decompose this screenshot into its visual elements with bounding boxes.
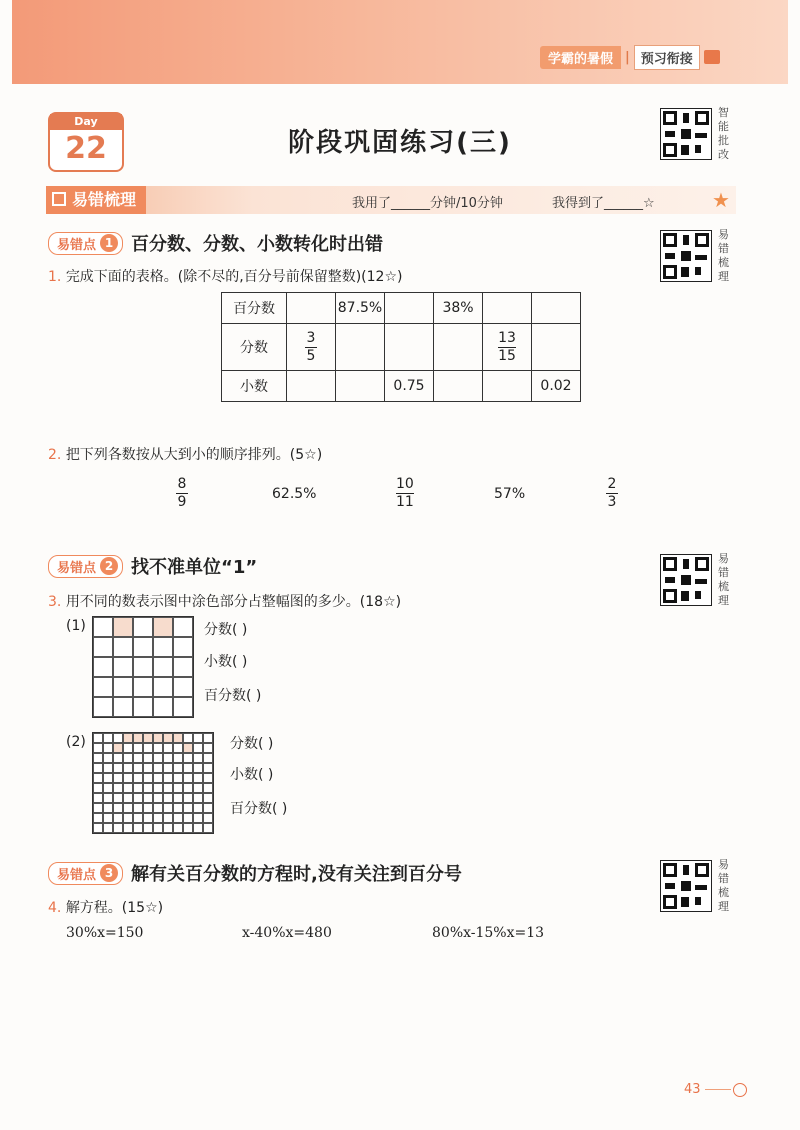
grid-cell bbox=[113, 743, 123, 753]
grid-cell bbox=[183, 733, 193, 743]
grid-cell bbox=[153, 753, 163, 763]
grid-cell bbox=[93, 773, 103, 783]
grid-cell bbox=[133, 813, 143, 823]
grid-cell bbox=[143, 823, 153, 833]
grid-cell bbox=[163, 813, 173, 823]
grid-cell bbox=[113, 753, 123, 763]
grid-cell bbox=[133, 677, 153, 697]
grid-cell bbox=[103, 763, 113, 773]
grid-cell bbox=[173, 733, 183, 743]
grid-cell bbox=[143, 763, 153, 773]
grid-cell bbox=[113, 637, 133, 657]
equation-2: x-40%x=480 bbox=[242, 925, 332, 941]
grid-cell bbox=[173, 637, 193, 657]
grid-cell bbox=[153, 773, 163, 783]
grid-cell bbox=[123, 783, 133, 793]
grid-cell bbox=[173, 773, 183, 783]
grid-cell bbox=[203, 783, 213, 793]
error-point-2: 易错点 2 找不准单位“1” bbox=[48, 553, 257, 579]
grid-cell bbox=[173, 617, 193, 637]
grid-cell bbox=[163, 763, 173, 773]
part-2-label: (2) bbox=[66, 734, 86, 750]
grid-cell bbox=[113, 697, 133, 717]
grid-cell bbox=[193, 773, 203, 783]
grid-cell bbox=[103, 813, 113, 823]
grid-cell bbox=[133, 753, 143, 763]
qr-code-icon[interactable] bbox=[660, 860, 712, 912]
grid-cell bbox=[123, 813, 133, 823]
equation-1: 30%x=150 bbox=[66, 925, 144, 941]
grid-cell bbox=[173, 753, 183, 763]
grid-cell bbox=[103, 823, 113, 833]
grid-cell bbox=[173, 763, 183, 773]
grid-cell bbox=[173, 823, 183, 833]
question-1: 1. 完成下面的表格。(除不尽的,百分号前保留整数)(12☆) bbox=[48, 269, 403, 285]
grid-cell bbox=[113, 763, 123, 773]
grid-cell bbox=[143, 753, 153, 763]
grid-cell bbox=[93, 743, 103, 753]
grid-cell bbox=[143, 743, 153, 753]
grid-cell bbox=[203, 793, 213, 803]
grid-cell bbox=[193, 743, 203, 753]
grid-cell bbox=[163, 753, 173, 763]
grid-cell bbox=[93, 617, 113, 637]
grid-cell bbox=[153, 793, 163, 803]
grid-cell bbox=[103, 743, 113, 753]
grid-cell bbox=[133, 657, 153, 677]
grid-cell bbox=[113, 783, 123, 793]
grid-cell bbox=[143, 773, 153, 783]
grid-cell bbox=[123, 823, 133, 833]
number-62.5: 62.5% bbox=[272, 486, 317, 502]
grid-cell bbox=[133, 637, 153, 657]
grid-cell bbox=[113, 733, 123, 743]
time-used: 我用了______分钟/10分钟 bbox=[352, 196, 503, 211]
grid-cell bbox=[103, 753, 113, 763]
number-10-11: $\frac{10}{11}$ bbox=[396, 476, 414, 510]
series-tag: 学霸的暑假 | 预习衔接 bbox=[540, 46, 720, 68]
grid-cell bbox=[163, 823, 173, 833]
grid-cell bbox=[113, 773, 123, 783]
series-name: 学霸的暑假 bbox=[540, 46, 621, 69]
section-label: 易错梳理 bbox=[46, 186, 146, 214]
grid-cell bbox=[93, 793, 103, 803]
grid-cell bbox=[203, 823, 213, 833]
grid-cell bbox=[143, 783, 153, 793]
answer-decimal-1[interactable]: 小数( ) bbox=[204, 654, 248, 670]
grid-cell bbox=[143, 733, 153, 743]
grid-cell bbox=[153, 803, 163, 813]
score-earned: 我得到了______☆ bbox=[552, 196, 655, 211]
grid-cell bbox=[153, 823, 163, 833]
grid-cell bbox=[173, 657, 193, 677]
grid-cell bbox=[93, 697, 113, 717]
number-57: 57% bbox=[494, 486, 526, 502]
grid-cell bbox=[123, 803, 133, 813]
grid-cell bbox=[163, 803, 173, 813]
grid-cell bbox=[173, 783, 183, 793]
grid-cell bbox=[113, 677, 133, 697]
grid-cell bbox=[133, 803, 143, 813]
grid-cell bbox=[173, 813, 183, 823]
grid-cell bbox=[93, 803, 103, 813]
grid-cell bbox=[93, 783, 103, 793]
qr-label-grading: 智能批改 bbox=[718, 106, 729, 161]
day-number: 22 bbox=[65, 131, 107, 166]
grid-cell bbox=[113, 823, 123, 833]
grid-cell bbox=[113, 657, 133, 677]
grid-cell bbox=[153, 733, 163, 743]
grid-cell bbox=[143, 813, 153, 823]
grid-cell bbox=[123, 753, 133, 763]
grid-cell bbox=[133, 823, 143, 833]
grid-cell bbox=[163, 783, 173, 793]
qr-label-review: 易错梳理 bbox=[718, 858, 729, 913]
day-badge: Day 22 bbox=[48, 112, 124, 172]
grid-cell bbox=[203, 763, 213, 773]
grid-cell bbox=[153, 697, 173, 717]
page-title: 阶段巩固练习(三) bbox=[288, 128, 512, 158]
qr-label-review: 易错梳理 bbox=[718, 228, 729, 283]
grid-cell bbox=[203, 733, 213, 743]
grid-cell bbox=[113, 617, 133, 637]
question-3: 3. 用不同的数表示图中涂色部分占整幅图的多少。(18☆) bbox=[48, 594, 402, 610]
grid-cell bbox=[203, 753, 213, 763]
grid-cell bbox=[193, 813, 203, 823]
grid-cell bbox=[183, 813, 193, 823]
grid-cell bbox=[163, 773, 173, 783]
grid-cell bbox=[103, 773, 113, 783]
grid-cell bbox=[203, 743, 213, 753]
sun-icon bbox=[733, 1083, 747, 1097]
number-8-9: $\frac{8}{9}$ bbox=[177, 476, 187, 510]
header-banner bbox=[12, 0, 788, 84]
grid-cell bbox=[123, 733, 133, 743]
grid-cell bbox=[183, 773, 193, 783]
part-1-label: (1) bbox=[66, 618, 86, 634]
book-icon bbox=[704, 50, 720, 64]
grid-cell bbox=[133, 743, 143, 753]
grid-cell bbox=[113, 813, 123, 823]
qr-code-icon[interactable] bbox=[660, 108, 712, 160]
grid-cell bbox=[93, 813, 103, 823]
grid-cell bbox=[153, 743, 163, 753]
grid-cell bbox=[193, 753, 203, 763]
qr-code-icon[interactable] bbox=[660, 554, 712, 606]
grid-cell bbox=[123, 793, 133, 803]
grid-cell bbox=[113, 803, 123, 813]
grid-cell bbox=[93, 763, 103, 773]
answer-decimal-2[interactable]: 小数( ) bbox=[230, 767, 274, 783]
grid-5x5 bbox=[92, 616, 194, 718]
grid-cell bbox=[183, 823, 193, 833]
grid-cell bbox=[193, 793, 203, 803]
grid-cell bbox=[143, 793, 153, 803]
grid-cell bbox=[93, 677, 113, 697]
grid-cell bbox=[193, 763, 203, 773]
grid-cell bbox=[123, 773, 133, 783]
grid-cell bbox=[173, 677, 193, 697]
grid-cell bbox=[203, 813, 213, 823]
list-icon bbox=[52, 192, 66, 206]
grid-cell bbox=[93, 753, 103, 763]
grid-cell bbox=[133, 763, 143, 773]
qr-code-icon[interactable] bbox=[660, 230, 712, 282]
grid-cell bbox=[163, 733, 173, 743]
grid-cell bbox=[193, 733, 203, 743]
grid-cell bbox=[183, 803, 193, 813]
grid-cell bbox=[103, 793, 113, 803]
grid-cell bbox=[193, 783, 203, 793]
grid-cell bbox=[203, 773, 213, 783]
answer-percent-1[interactable]: 百分数( ) bbox=[204, 688, 262, 704]
grid-cell bbox=[183, 743, 193, 753]
grid-cell bbox=[163, 793, 173, 803]
grid-cell bbox=[183, 793, 193, 803]
question-4: 4. 解方程。(15☆) bbox=[48, 900, 164, 916]
grid-cell bbox=[93, 823, 103, 833]
grid-cell bbox=[183, 763, 193, 773]
grid-cell bbox=[133, 773, 143, 783]
grid-cell bbox=[133, 617, 153, 637]
star-icon: ★ bbox=[712, 188, 730, 212]
grid-10x12 bbox=[92, 732, 214, 834]
grid-cell bbox=[133, 793, 143, 803]
grid-cell bbox=[153, 783, 163, 793]
question-2: 2. 把下列各数按从大到小的顺序排列。(5☆) bbox=[48, 447, 323, 463]
grid-cell bbox=[93, 657, 113, 677]
grid-cell bbox=[183, 783, 193, 793]
grid-cell bbox=[163, 743, 173, 753]
section-header bbox=[46, 186, 736, 214]
grid-cell bbox=[173, 803, 183, 813]
error-point-3: 易错点 3 解有关百分数的方程时,没有关注到百分号 bbox=[48, 860, 462, 886]
grid-cell bbox=[103, 733, 113, 743]
grid-cell bbox=[183, 753, 193, 763]
grid-cell bbox=[203, 803, 213, 813]
grid-cell bbox=[153, 637, 173, 657]
series-subtitle: 预习衔接 bbox=[634, 45, 700, 70]
grid-cell bbox=[103, 783, 113, 793]
grid-cell bbox=[133, 783, 143, 793]
answer-fraction-2[interactable]: 分数( ) bbox=[230, 736, 274, 752]
grid-cell bbox=[93, 733, 103, 743]
error-point-1: 易错点 1 百分数、分数、小数转化时出错 bbox=[48, 230, 383, 256]
grid-cell bbox=[153, 657, 173, 677]
grid-cell bbox=[173, 743, 183, 753]
grid-cell bbox=[153, 763, 163, 773]
answer-fraction-1[interactable]: 分数( ) bbox=[204, 622, 248, 638]
grid-cell bbox=[153, 617, 173, 637]
grid-cell bbox=[123, 763, 133, 773]
grid-cell bbox=[123, 743, 133, 753]
grid-cell bbox=[193, 803, 203, 813]
grid-cell bbox=[93, 637, 113, 657]
grid-cell bbox=[113, 793, 123, 803]
grid-cell bbox=[153, 677, 173, 697]
grid-cell bbox=[153, 813, 163, 823]
conversion-table: 百分数 87.5% 38% 分数 $\frac{3}{5}$ $\frac{13}{15}$ 小数 0.75 0.02 bbox=[221, 292, 581, 402]
page-number: 43 bbox=[684, 1082, 747, 1097]
qr-label-review: 易错梳理 bbox=[718, 552, 729, 607]
grid-cell bbox=[173, 793, 183, 803]
grid-cell bbox=[103, 803, 113, 813]
grid-cell bbox=[143, 803, 153, 813]
grid-cell bbox=[133, 697, 153, 717]
equation-3: 80%x-15%x=13 bbox=[432, 925, 545, 941]
grid-cell bbox=[193, 823, 203, 833]
number-2-3: $\frac{2}{3}$ bbox=[607, 476, 617, 510]
grid-cell bbox=[173, 697, 193, 717]
answer-percent-2[interactable]: 百分数( ) bbox=[230, 801, 288, 817]
grid-cell bbox=[133, 733, 143, 743]
